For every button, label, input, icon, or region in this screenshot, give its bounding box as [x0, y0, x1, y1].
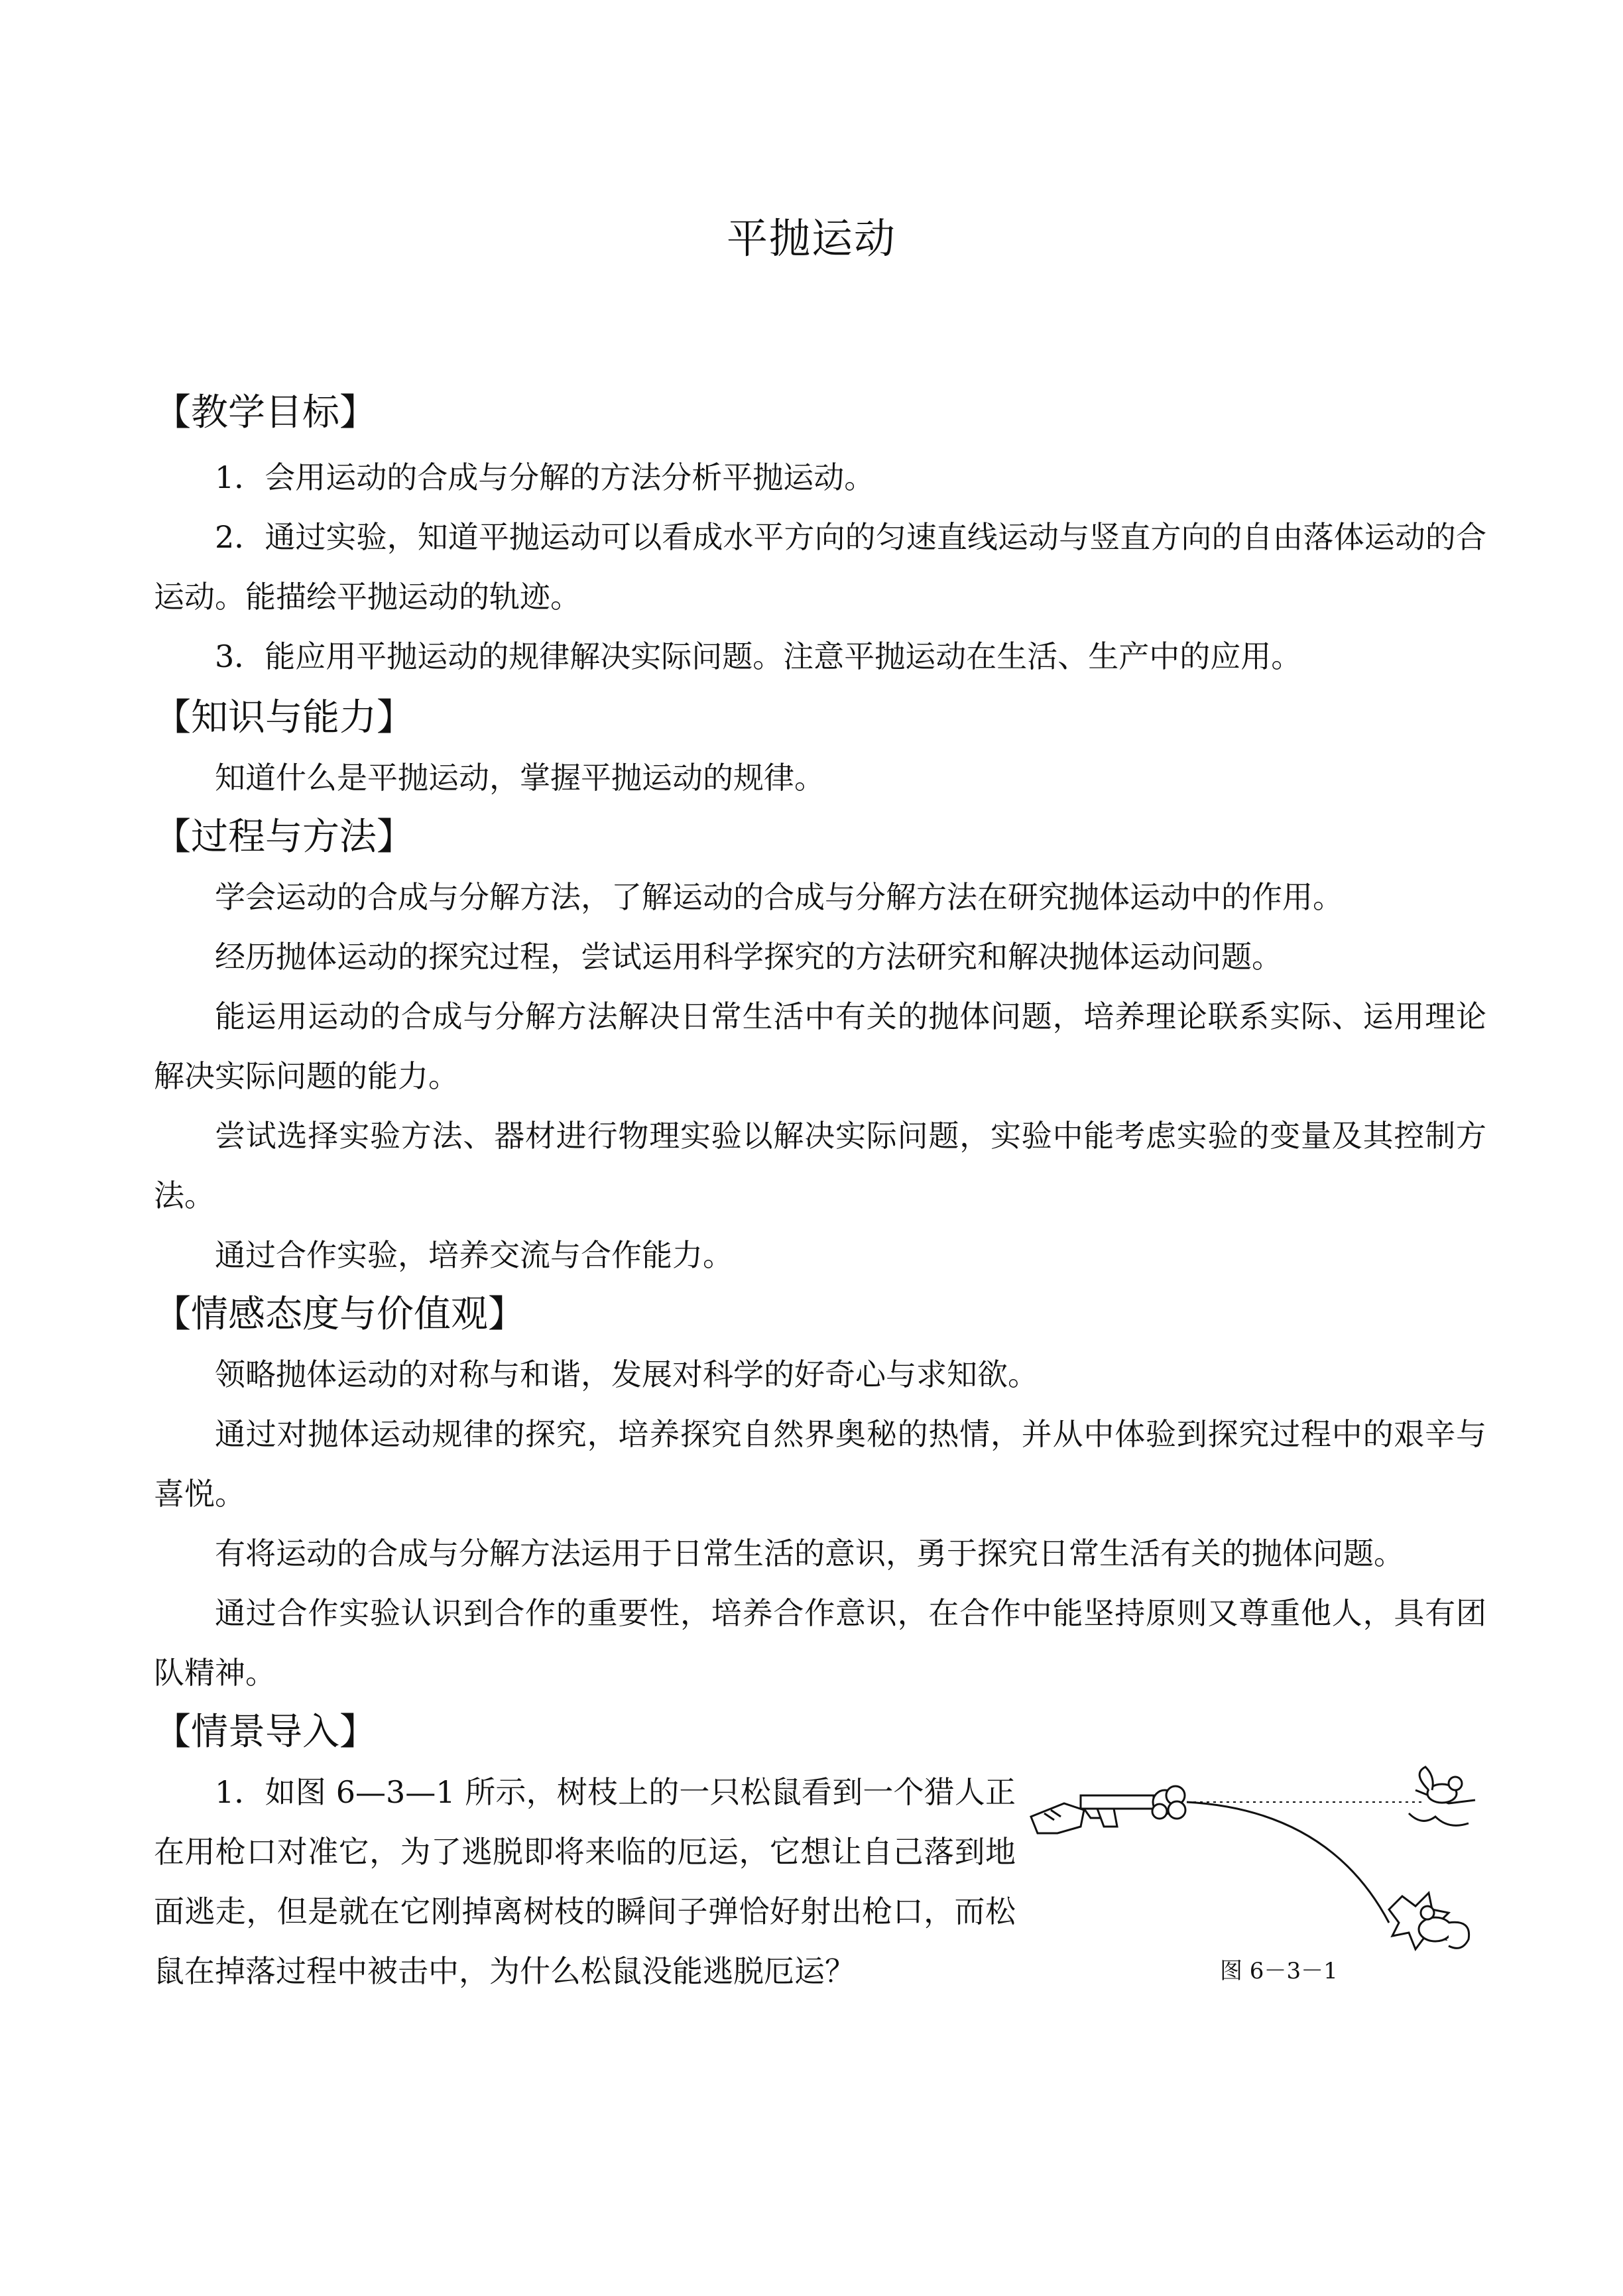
- paragraph: 通过对抛体运动规律的探究，培养探究自然界奥秘的热情，并从中体验到探究过程中的艰辛与喜悦。: [154, 1416, 1486, 1512]
- paragraph: 尝试选择实验方法、器材进行物理实验以解决实际问题，实验中能考虑实验的变量及其控制方法。: [154, 1118, 1486, 1213]
- page-title: 平抛运动: [726, 214, 896, 263]
- section-heading-teaching-goals: 【教学目标】: [154, 391, 377, 434]
- section-heading-knowledge: 【知识与能力】: [154, 696, 414, 739]
- squirrel-on-branch-icon: [1409, 1767, 1475, 1825]
- section-body-teaching-goals: [154, 448, 1486, 686]
- section-body-attitude: [154, 1345, 1486, 1703]
- paragraph: 通过合作实验，培养交流与合作能力。: [215, 1237, 733, 1273]
- paragraph: 知道什么是平抛运动，掌握平抛运动的规律。: [215, 760, 825, 796]
- paragraph: 经历抛体运动的探究过程，尝试运用科学探究的方法研究和解决抛体运动问题。: [215, 939, 1282, 975]
- paragraph: 2．通过实验，知道平抛运动可以看成水平方向的匀速直线运动与竖直方向的自由落体运动的合运动。能描绘平抛运动的轨迹。: [154, 519, 1486, 615]
- muzzle-smoke-icon: [1152, 1786, 1185, 1819]
- paragraph: 能运用运动的合成与分解方法解决日常生活中有关的抛体问题，培养理论联系实际、运用理论解决实际问题的能力。: [154, 998, 1486, 1094]
- paragraph: 1．如图 6—3—1 所示，树枝上的一只松鼠看到一个猎人正在用枪口对准它，为了逃脱即将来临的厄运，它想让自己落到地面逃走，但是就在它刚掉离树枝的瞬间子弹恰好射出枪口，而松鼠在掉落过程中被击中，为什么松鼠没能逃脱厄运？: [154, 1774, 1016, 1989]
- hand-gun-icon: [1031, 1795, 1154, 1833]
- section-heading-attitude: 【情感态度与价值观】: [154, 1293, 525, 1336]
- section-body-scenario: [154, 1762, 1016, 2001]
- section-body-knowledge: [154, 748, 1486, 808]
- paragraph: 领略抛体运动的对称与和谐，发展对科学的好奇心与求知欲。: [215, 1357, 1038, 1392]
- falling-squirrel-icon: [1389, 1893, 1469, 1949]
- section-heading-process: 【过程与方法】: [154, 816, 414, 859]
- figure-caption: 图 6－3－1: [1220, 1958, 1338, 1984]
- section-heading-scenario: 【情景导入】: [154, 1711, 377, 1754]
- paragraph: 1．会用运动的合成与分解的方法分析平抛运动。: [215, 459, 875, 495]
- paragraph: 有将运动的合成与分解方法运用于日常生活的意识，勇于探究日常生活有关的抛体问题。: [215, 1536, 1404, 1571]
- section-body-process: [154, 867, 1486, 1285]
- paragraph: 学会运动的合成与分解方法，了解运动的合成与分解方法在研究抛体运动中的作用。: [215, 879, 1343, 915]
- figure-squirrel-projectile: [1018, 1764, 1495, 1982]
- paragraph: 3．能应用平抛运动的规律解决实际问题。注意平抛运动在生活、生产中的应用。: [215, 638, 1302, 674]
- bullet-trajectory: [1187, 1802, 1389, 1923]
- paragraph: 通过合作实验认识到合作的重要性，培养合作意识，在合作中能坚持原则又尊重他人，具有团队精神。: [154, 1595, 1486, 1691]
